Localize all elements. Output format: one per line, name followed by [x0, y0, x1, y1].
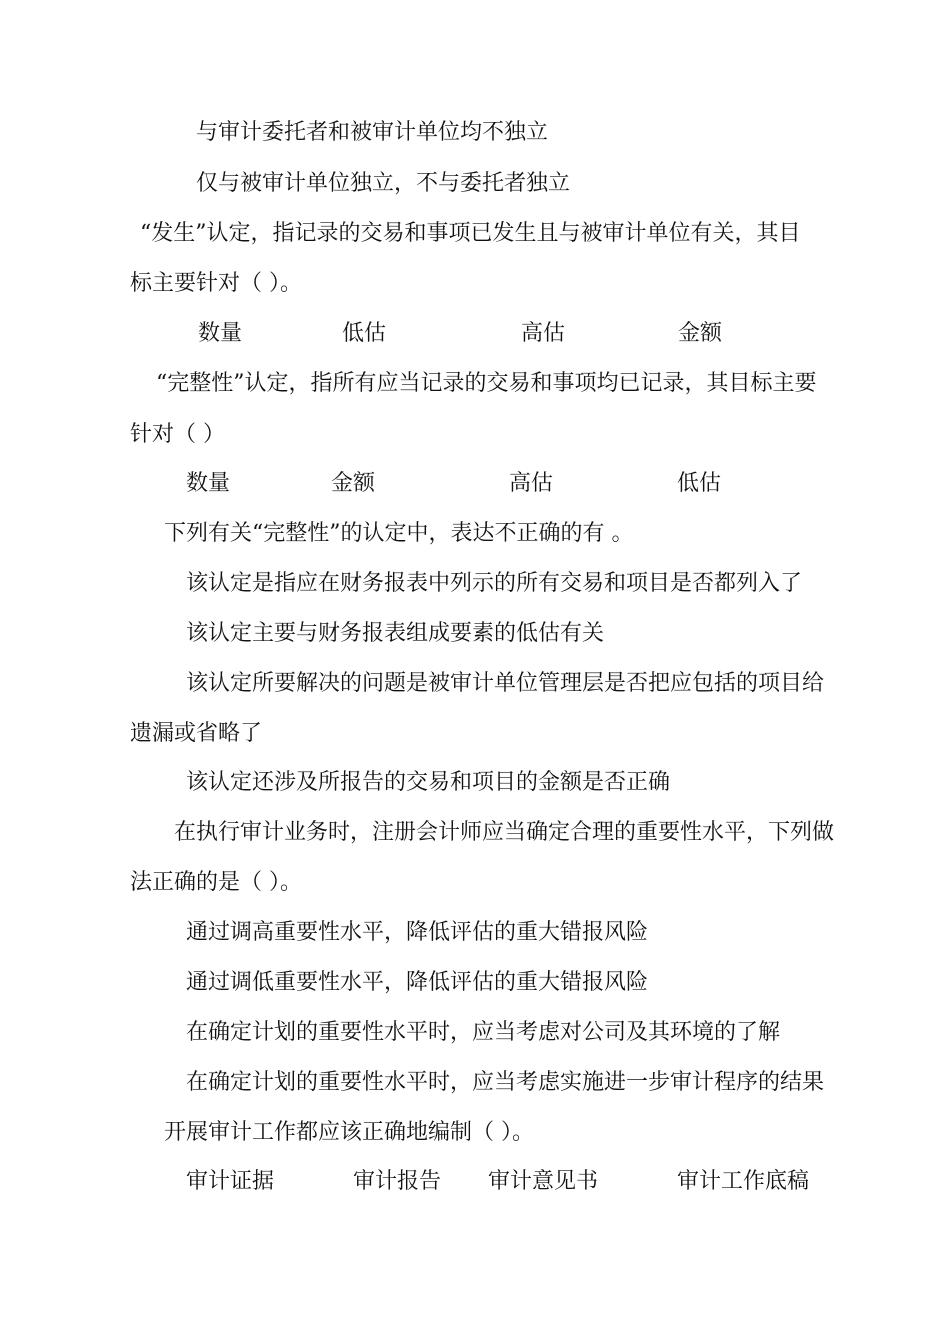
q2-option-a: 数量 [186, 471, 231, 496]
q1-option-c: 高估 [521, 321, 566, 346]
q1-option-d: 金额 [678, 321, 723, 346]
q4-option-c: 在确定计划的重要性水平时，应当考虑对公司及其环境的了解 [186, 1020, 781, 1045]
q2-option-d: 低估 [677, 471, 722, 496]
q3-option-a: 该认定是指应在财务报表中列示的所有交易和项目是否都列入了 [186, 571, 803, 596]
q2-option-c: 高估 [509, 471, 554, 496]
q2-option-b: 金额 [331, 471, 376, 496]
q5-option-a: 审计证据 [186, 1169, 275, 1194]
question-1-line-2: 标主要针对（ ）。 [130, 271, 302, 296]
question-1-line-1: “发生”认定，指记录的交易和事项已发生且与被审计单位有关，其目 [140, 221, 801, 246]
q3-option-d: 该认定还涉及所报告的交易和项目的金额是否正确 [186, 770, 671, 795]
q3-option-c-line-1: 该认定所要解决的问题是被审计单位管理层是否把应包括的项目给 [186, 671, 825, 696]
q1-option-b: 低估 [342, 321, 387, 346]
q1-option-a: 数量 [198, 321, 243, 346]
q4-option-d: 在确定计划的重要性水平时，应当考虑实施进一步审计程序的结果 [186, 1070, 825, 1095]
q3-option-b: 该认定主要与财务报表组成要素的低估有关 [186, 621, 605, 646]
q4-option-a: 通过调高重要性水平，降低评估的重大错报风险 [186, 920, 649, 945]
option-line: 仅与被审计单位独立，不与委托者独立 [196, 171, 571, 196]
question-3: 下列有关“完整性”的认定中，表达不正确的有 。 [164, 521, 634, 546]
q5-option-d: 审计工作底稿 [677, 1169, 810, 1194]
question-2-line-2: 针对（ ） [130, 422, 225, 447]
question-4-line-2: 法正确的是（ ）。 [130, 870, 302, 895]
q5-option-c: 审计意见书 [488, 1169, 599, 1194]
question-5: 开展审计工作都应该正确地编制（ ）。 [164, 1120, 534, 1145]
q3-option-c-line-2: 遗漏或省略了 [130, 721, 263, 746]
q5-option-b: 审计报告 [353, 1169, 442, 1194]
option-line: 与审计委托者和被审计单位均不独立 [196, 120, 549, 145]
q4-option-b: 通过调低重要性水平，降低评估的重大错报风险 [186, 970, 649, 995]
question-4-line-1: 在执行审计业务时，注册会计师应当确定合理的重要性水平，下列做 [174, 820, 835, 845]
question-2-line-1: “完整性”认定，指所有应当记录的交易和事项均已记录，其目标主要 [156, 371, 817, 396]
